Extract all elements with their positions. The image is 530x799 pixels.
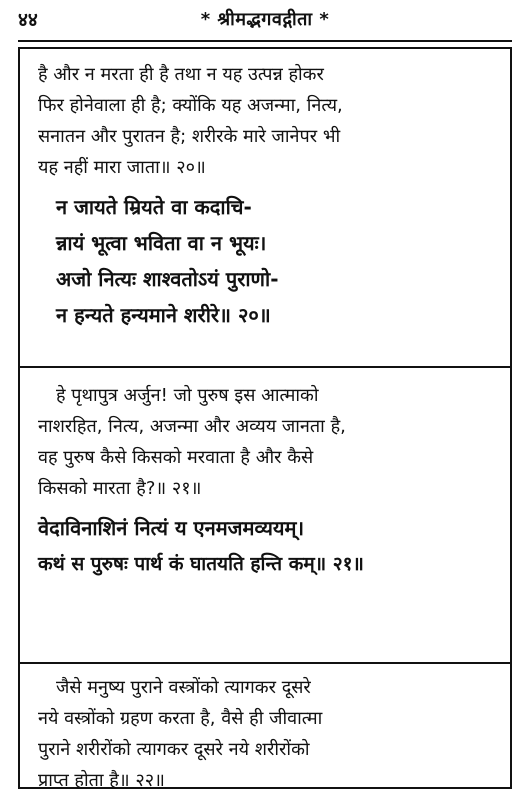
translation-verse-20: [38, 59, 494, 183]
verse-line: न जायते म्रियते वा कदाचि-: [56, 195, 252, 219]
verse-line: वेदाविनाशिनं नित्यं य एनमजमव्ययम्।: [38, 516, 305, 540]
header-rule: [18, 40, 512, 42]
page-number: ४४: [18, 9, 38, 31]
verse-line: अजो नित्यः शाश्वतोऽयं पुराणो-: [56, 267, 279, 291]
translation-line: नाशरहित, नित्य, अजन्मा और अव्यय जानता है,: [38, 416, 346, 437]
translation-line: नये वस्त्रोंको ग्रहण करता है, वैसे ही जीवात्मा: [38, 708, 323, 729]
sanskrit-verse-20: [38, 189, 494, 333]
translation-line: जैसे मनुष्य पुराने वस्त्रोंको त्यागकर दूसरे: [56, 677, 311, 698]
translation-line: हे पृथापुत्र अर्जुन! जो पुरुष इस आत्माको: [56, 385, 319, 406]
verse-line: न्नायं भूत्वा भविता वा न भूयः।: [56, 231, 267, 255]
translation-verse-21: [38, 380, 494, 504]
verse-line: न हन्यते हन्यमाने शरीरे॥ २०॥: [56, 303, 271, 327]
section-verse-22: [20, 664, 510, 791]
translation-line: फिर होनेवाला ही है; क्योंकि यह अजन्मा, नित्य,: [38, 95, 343, 116]
page-header: [18, 4, 512, 34]
translation-line: सनातन और पुरातन है; शरीरके मारे जानेपर भी: [38, 126, 341, 147]
translation-verse-22: [38, 672, 494, 796]
verse-line: कथं स पुरुषः पार्थ कं घातयति हन्ति कम्॥ २१॥: [38, 553, 364, 575]
translation-line: वह पुरुष कैसे किसको मरवाता है और कैसे: [38, 447, 314, 468]
section-verse-21: [20, 368, 510, 664]
translation-line: प्राप्त होता है॥ २२॥: [38, 770, 165, 791]
translation-line: पुराने शरीरोंको त्यागकर दूसरे नये शरीरोंको: [38, 739, 310, 760]
content-frame: [18, 47, 512, 789]
translation-line: यह नहीं मारा जाता॥ २०॥: [38, 157, 206, 178]
sanskrit-verse-21: [38, 510, 494, 582]
section-verse-20: [20, 49, 510, 368]
translation-line: है और न मरता ही है तथा न यह उत्पन्न होकर: [38, 64, 324, 85]
running-title: * श्रीमद्भगवद्गीता *: [200, 9, 330, 30]
translation-line: किसको मारता है?॥ २१॥: [38, 478, 202, 499]
